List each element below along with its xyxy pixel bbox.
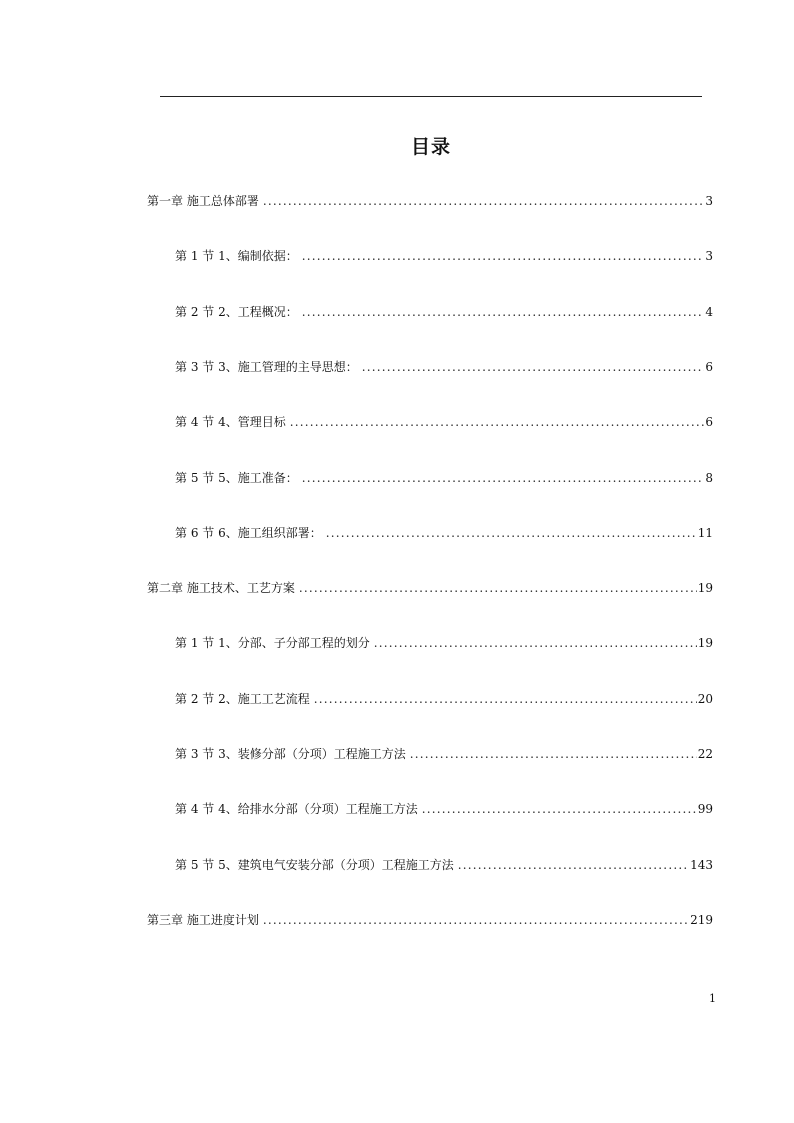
toc-entry-page: 22 <box>697 747 713 761</box>
toc-entry[interactable] <box>147 193 713 209</box>
toc-entry-page: 3 <box>705 194 713 208</box>
footer-page-number: 1 <box>709 992 716 1005</box>
toc-leader-dots <box>314 691 697 707</box>
toc-entry-page: 8 <box>705 471 713 485</box>
toc-entry[interactable] <box>175 470 713 486</box>
toc-entry[interactable] <box>175 801 713 817</box>
toc-entry[interactable] <box>147 580 713 596</box>
toc-entry-page: 143 <box>690 858 713 872</box>
toc-leader-dots <box>263 912 689 928</box>
toc-entry[interactable] <box>175 414 713 430</box>
toc-entry[interactable] <box>175 525 713 541</box>
toc-entry[interactable] <box>175 691 713 707</box>
toc-leader-dots <box>422 801 697 817</box>
toc-entry-text: 第 4 节 4、给排水分部（分项）工程施工方法 <box>175 802 418 816</box>
toc-leader-dots <box>299 580 697 596</box>
toc-entry-text: 第三章 施工进度计划 <box>147 913 259 927</box>
toc-entry-page: 6 <box>705 360 713 374</box>
toc-entry[interactable] <box>175 746 713 762</box>
toc-entry-page: 20 <box>697 692 713 706</box>
toc-entry-text: 第 1 节 1、编制依据： <box>175 249 298 263</box>
toc-leader-dots <box>326 525 697 541</box>
toc-entry-text: 第 5 节 5、建筑电气安装分部（分项）工程施工方法 <box>175 858 454 872</box>
toc-entry-text: 第二章 施工技术、工艺方案 <box>147 581 295 595</box>
page-title: 目录 <box>410 136 451 158</box>
toc-entry-text: 第 3 节 3、装修分部（分项）工程施工方法 <box>175 747 406 761</box>
toc-entry-page: 19 <box>697 581 713 595</box>
toc-entry-text: 第 2 节 2、施工工艺流程 <box>175 692 310 706</box>
toc-leader-dots <box>302 470 705 486</box>
toc-entry-text: 第 4 节 4、管理目标 <box>175 415 286 429</box>
toc-entry-page: 11 <box>697 526 713 540</box>
toc-leader-dots <box>302 304 705 320</box>
toc-entry[interactable] <box>147 912 713 928</box>
toc-leader-dots <box>410 746 697 762</box>
toc-entry-page: 6 <box>705 415 713 429</box>
toc-entry[interactable] <box>175 635 713 651</box>
toc-entry-page: 219 <box>690 913 713 927</box>
toc-entry-page: 19 <box>697 636 713 650</box>
toc-entry[interactable] <box>175 857 713 873</box>
toc-entry-text: 第一章 施工总体部署 <box>147 194 259 208</box>
toc-entry-page: 4 <box>705 305 713 319</box>
toc-entry-page: 99 <box>697 802 713 816</box>
toc-leader-dots <box>290 414 705 430</box>
toc-entry-text: 第 5 节 5、施工准备： <box>175 471 298 485</box>
toc-entry[interactable] <box>175 304 713 320</box>
toc-entry-text: 第 2 节 2、工程概况： <box>175 305 298 319</box>
toc-leader-dots <box>362 359 705 375</box>
toc-entry[interactable] <box>175 248 713 264</box>
toc-entry-text: 第 3 节 3、施工管理的主导思想： <box>175 360 358 374</box>
toc-leader-dots <box>302 248 705 264</box>
toc-leader-dots <box>458 857 689 873</box>
toc-entry-text: 第 6 节 6、施工组织部署： <box>175 526 322 540</box>
toc-entry-text: 第 1 节 1、分部、子分部工程的划分 <box>175 636 370 650</box>
toc-leader-dots <box>374 635 697 651</box>
toc-entry[interactable] <box>175 359 713 375</box>
toc-leader-dots <box>263 193 705 209</box>
toc-entry-page: 3 <box>705 249 713 263</box>
